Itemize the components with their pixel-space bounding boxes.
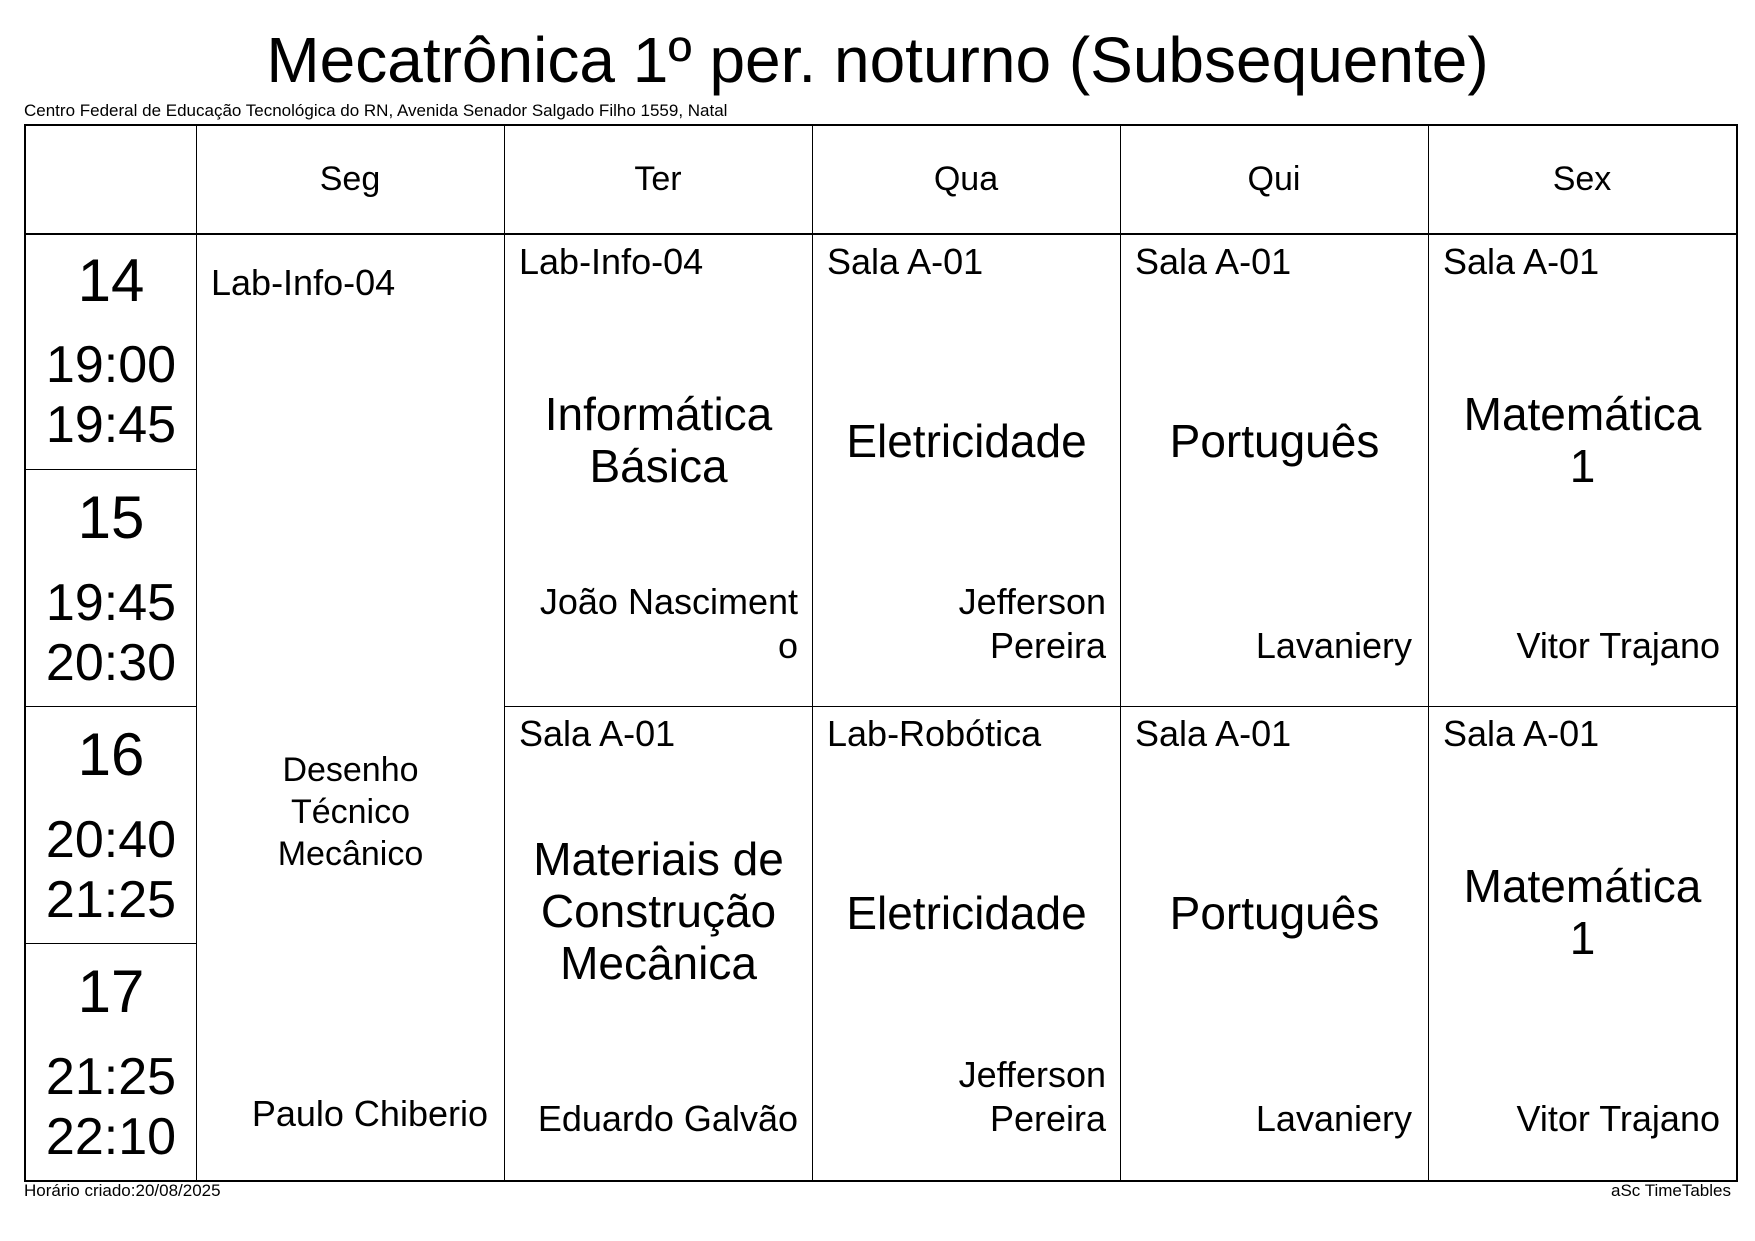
period-number: 16 xyxy=(77,721,145,788)
lesson-room: Sala A-01 xyxy=(1443,713,1600,754)
teacher-line: João Nasciment xyxy=(539,581,798,622)
lesson-teacher: Vitor Trajano xyxy=(1516,1098,1720,1139)
lesson-subject xyxy=(1429,388,1736,492)
period-start: 19:45 xyxy=(45,574,177,632)
lesson-room: Sala A-01 xyxy=(519,713,676,754)
subject-line: Mecânica xyxy=(560,937,757,989)
lesson-qua-a[interactable] xyxy=(813,235,1120,706)
subject-line: Desenho xyxy=(282,751,419,789)
lesson-teacher: Paulo Chiberio xyxy=(251,1093,488,1134)
subject-line: Básica xyxy=(589,440,728,492)
period-end: 20:30 xyxy=(45,634,177,692)
day-header-qua: Qua xyxy=(933,160,999,198)
lesson-subject xyxy=(505,388,812,492)
lesson-subject: Português xyxy=(1169,415,1380,467)
subject-line: Informática xyxy=(544,388,773,440)
teacher-line: Pereira xyxy=(989,625,1106,666)
lesson-room: Lab-Info-04 xyxy=(211,262,396,303)
day-header-qui: Qui xyxy=(1247,160,1301,198)
lesson-qua-b[interactable] xyxy=(813,707,1120,1180)
teacher-line: o xyxy=(777,625,798,666)
period-end: 21:25 xyxy=(45,871,177,929)
subject-line: Técnico xyxy=(290,793,411,831)
lesson-ter-b[interactable] xyxy=(505,707,812,1180)
lesson-teacher xyxy=(540,580,798,668)
subject-line: Matemática xyxy=(1463,860,1702,912)
teacher-line: Jefferson xyxy=(958,1054,1106,1095)
lesson-room: Lab-Info-04 xyxy=(519,241,704,282)
period-start: 19:00 xyxy=(45,336,177,394)
brand-label: aSc TimeTables xyxy=(1611,1181,1731,1200)
lesson-teacher: Vitor Trajano xyxy=(1516,625,1720,666)
lesson-ter-a[interactable] xyxy=(505,235,812,706)
subject-line: Matemática xyxy=(1463,388,1702,440)
period-number: 15 xyxy=(77,484,145,551)
period-end: 22:10 xyxy=(45,1108,177,1166)
lesson-subject: Eletricidade xyxy=(846,887,1087,939)
lesson-qui-b[interactable] xyxy=(1121,707,1428,1180)
period-number: 17 xyxy=(77,958,145,1025)
day-header-sex: Sex xyxy=(1552,160,1612,198)
lesson-teacher xyxy=(959,580,1106,668)
lesson-sex-a[interactable] xyxy=(1429,235,1736,706)
lesson-room: Sala A-01 xyxy=(827,241,984,282)
lesson-teacher: Lavaniery xyxy=(1255,1098,1412,1139)
timetable-grid xyxy=(24,124,1738,1182)
lesson-room: Sala A-01 xyxy=(1135,713,1292,754)
lesson-subject: Eletricidade xyxy=(846,415,1087,467)
subject-line: Mecânico xyxy=(277,835,424,873)
lesson-room: Sala A-01 xyxy=(1135,241,1292,282)
lesson-subject xyxy=(197,749,504,875)
lesson-teacher xyxy=(959,1053,1106,1141)
lesson-subject xyxy=(505,833,812,989)
teacher-line: Jefferson xyxy=(958,581,1106,622)
subject-line: Materiais de xyxy=(533,833,784,885)
school-address: Centro Federal de Educação Tecnológica do RN, Avenida Senador Salgado Filho 1559, Natal xyxy=(24,101,728,120)
period-divider xyxy=(26,943,196,944)
period-end: 19:45 xyxy=(45,396,177,454)
period-start: 20:40 xyxy=(45,811,177,869)
lesson-teacher: Eduardo Galvão xyxy=(537,1098,798,1139)
created-date: Horário criado:20/08/2025 xyxy=(24,1181,221,1200)
lesson-seg[interactable] xyxy=(197,235,504,1180)
day-header-ter: Ter xyxy=(634,160,682,198)
period-divider xyxy=(26,469,196,470)
lesson-subject: Português xyxy=(1169,887,1380,939)
lesson-room: Lab-Robótica xyxy=(827,713,1042,754)
day-header-seg: Seg xyxy=(319,160,381,198)
lesson-room: Sala A-01 xyxy=(1443,241,1600,282)
timetable-title: Mecatrônica 1º per. noturno (Subsequente) xyxy=(266,24,1489,96)
subject-line: 1 xyxy=(1569,912,1596,964)
lesson-qui-a[interactable] xyxy=(1121,235,1428,706)
period-divider xyxy=(26,706,196,707)
lesson-teacher: Lavaniery xyxy=(1255,625,1412,666)
lesson-subject xyxy=(1429,860,1736,964)
period-number: 14 xyxy=(77,247,145,314)
subject-line: 1 xyxy=(1569,440,1596,492)
teacher-line: Pereira xyxy=(989,1098,1106,1139)
subject-line: Construção xyxy=(540,885,777,937)
lesson-sex-b[interactable] xyxy=(1429,707,1736,1180)
period-start: 21:25 xyxy=(45,1048,177,1106)
